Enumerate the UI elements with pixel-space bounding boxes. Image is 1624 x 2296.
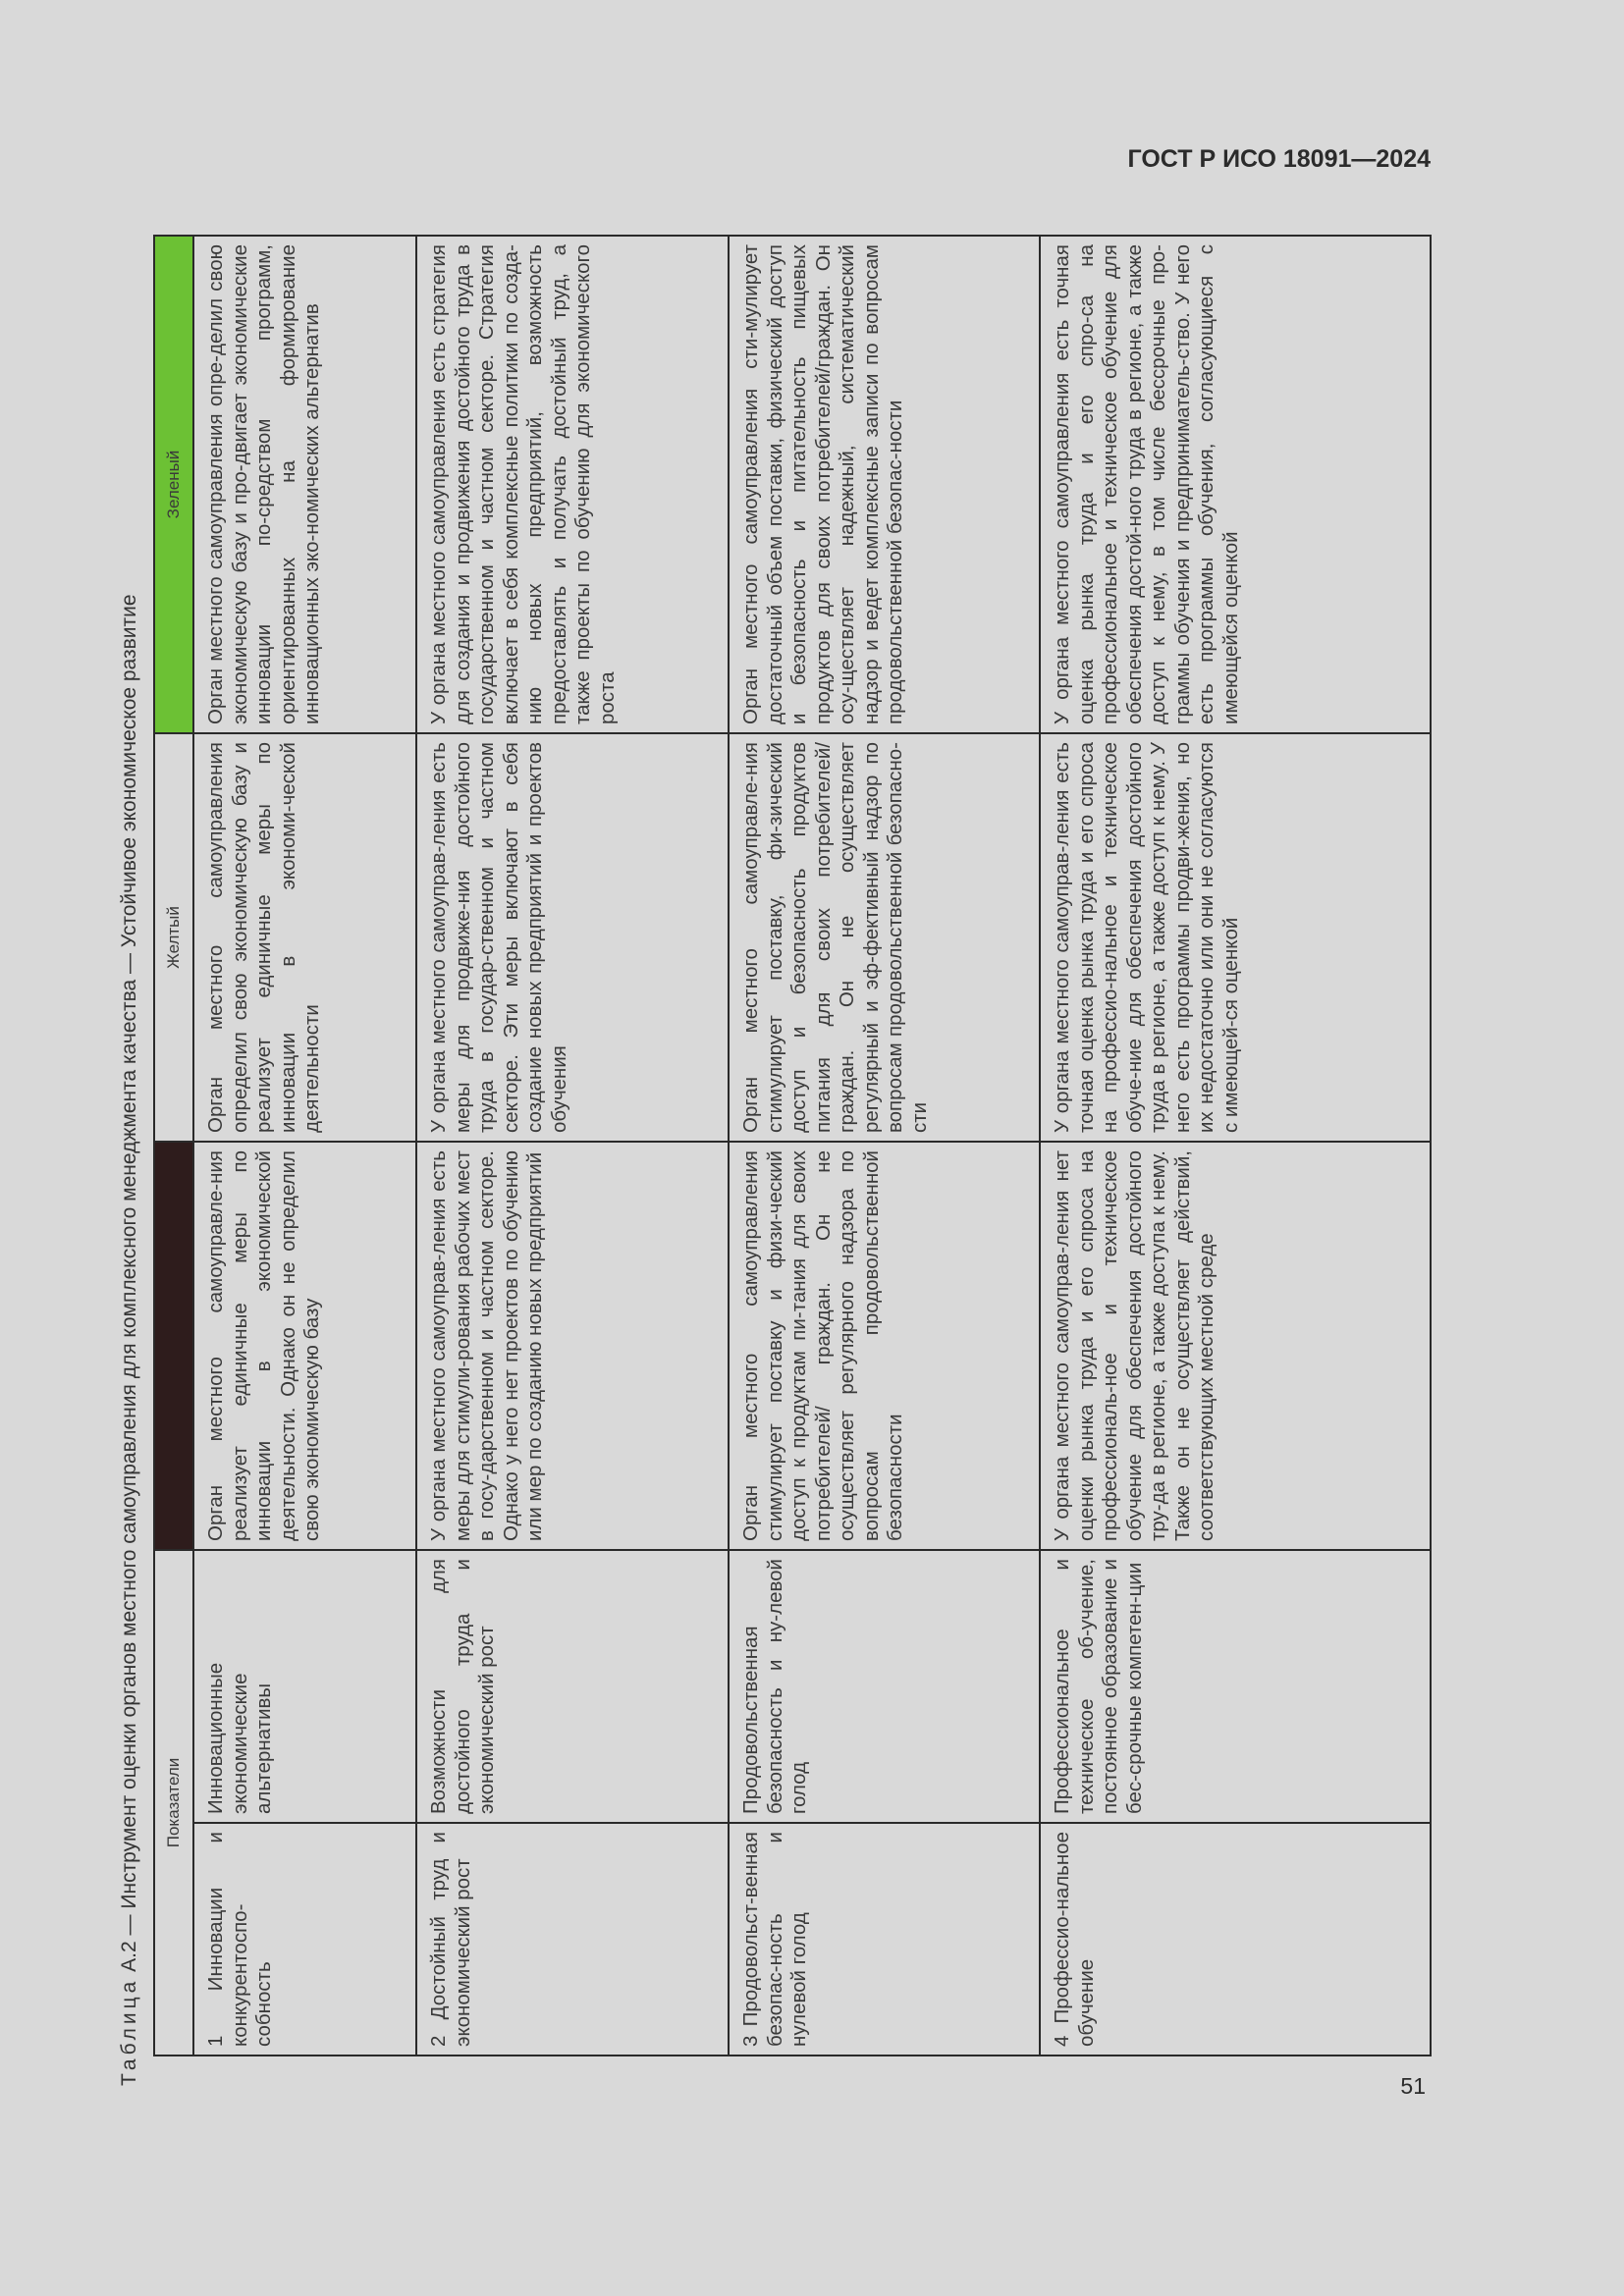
yellow-level-cell: У органа местного самоуправ-ления есть точная оценка рынка труда и его спроса на профессио-нальное и техническое обуче-ние для обеспечения достойного труда в регионе, а также доступ к нему. У него есть программы продви-жения, но их недостаточно или они не согласуются с имеющей-ся оценкой (1040, 733, 1431, 1142)
sub-indicator-cell: Инновационные экономические альтернативы (193, 1550, 416, 1823)
indicator-cell: 1 Инновации и конкурентоспо-собность (193, 1823, 416, 2056)
green-level-cell: У органа местного самоуправления есть точная оценка рынка труда и его спро-са на профессиональное и техническое обучение для обеспечения достой-ного труда в регионе, а также доступ к нему, в том числе бессрочные про-граммы обучения и предприниматель-ство. У него есть программы обучения, согласующиеся с имеющейся оценкой (1040, 236, 1431, 733)
red-level-cell: Орган местного самоуправления стимулирует поставку и физи-ческий доступ к продуктам пи-тания для своих потребителей/ граждан. Он не осуществляет регулярного надзора по вопросам продовольственной безопасности (729, 1142, 1040, 1550)
header-red (154, 1142, 193, 1550)
document-standard-number: ГОСТ Р ИСО 18091—2024 (1127, 145, 1431, 173)
table-caption (110, 185, 149, 2086)
green-level-cell: Орган местного самоуправления сти-мулирует достаточный объем поставки, физический доступ и безопасность и питательность пищевых продуктов для своих потребителей/граждан. Он осу-ществляет надежный, систематический надзор и ведет комплексные записи по вопросам продовольственной безопас-ности (729, 236, 1040, 733)
header-yellow: Желтый (154, 733, 193, 1142)
red-level-cell: У органа местного самоуправ-ления есть меры для стимули-рования рабочих мест в госу-дарственном и частном секторе. Однако у него нет проектов по обучению или мер по созданию новых предприятий (416, 1142, 729, 1550)
table-header-row (154, 236, 193, 2056)
header-green: Зеленый (154, 236, 193, 733)
table-row (416, 236, 729, 2056)
sub-indicator-cell: Профессиональное и техническое об-учение, постоянное образование и бес-срочные компетен-ции (1040, 1550, 1431, 1823)
sub-indicator-cell: Возможности для достойного труда и экономический рост (416, 1550, 729, 1823)
table-row (1040, 236, 1431, 2056)
yellow-level-cell: Орган местного самоуправле-ния стимулирует поставку, фи-зический доступ и безопасность продуктов питания для своих потребителей/граждан. Он не осуществляет регулярный и эф-фективный надзор по вопросам продовольственной безопасно-сти (729, 733, 1040, 1142)
table-row (193, 236, 416, 2056)
indicator-cell: 3 Продовольст-венная безопас-ность и нулевой голод (729, 1823, 1040, 2056)
green-level-cell: Орган местного самоуправления опре-делил свою экономическую базу и про-двигает экономические инновации по-средством программ, ориентированных на формирование инновационных эко-номических альтернатив (193, 236, 416, 733)
sub-indicator-cell: Продовольственная безопасность и ну-левой голод (729, 1550, 1040, 1823)
red-level-cell: У органа местного самоуправ-ления нет оценки рынка труда и его спроса на профессиональ-ное и техническое обучение для обеспечения достойного тру-да в регионе, а также доступа к нему. Также он не осуществляет действий, соответствующих местной среде (1040, 1142, 1431, 1550)
caption-text: А.2 — Инструмент оценки органов местного самоуправления для комплексного менеджмента качества — Устойчивое экономическое развитие (118, 594, 140, 1978)
table-row (729, 236, 1040, 2056)
indicator-cell: 2 Достойный труд и экономический рост (416, 1823, 729, 2056)
red-level-cell: Орган местного самоуправле-ния реализует единичные меры по инновации в экономической деятельности. Однако он не определил свою экономическую базу (193, 1142, 416, 1550)
assessment-table (153, 235, 1432, 2056)
indicator-cell: 4 Профессио-нальное обучение (1040, 1823, 1431, 2056)
header-indicators: Показатели (154, 1550, 193, 2056)
page-number: 51 (1400, 2073, 1426, 2099)
green-level-cell: У органа местного самоуправления есть стратегия для создания и продвижения достойного труда в государственном и частном секторе. Стратегия включает в себя комплексные политики по созда-нию новых предприятий, возможность предоставлять и получать достойный труд, а также проекты по обучению для экономического роста (416, 236, 729, 733)
yellow-level-cell: У органа местного самоуправ-ления есть меры для продвиже-ния достойного труда в государ-ственном и частном секторе. Эти меры включают в себя создание новых предприятий и проектов обучения (416, 733, 729, 1142)
yellow-level-cell: Орган местного самоуправления определил свою экономическую базу и реализует единичные меры по инновации в экономи-ческой деятельности (193, 733, 416, 1142)
caption-prefix: Таблица (118, 1977, 140, 2086)
rotated-table-area (110, 185, 1386, 2086)
